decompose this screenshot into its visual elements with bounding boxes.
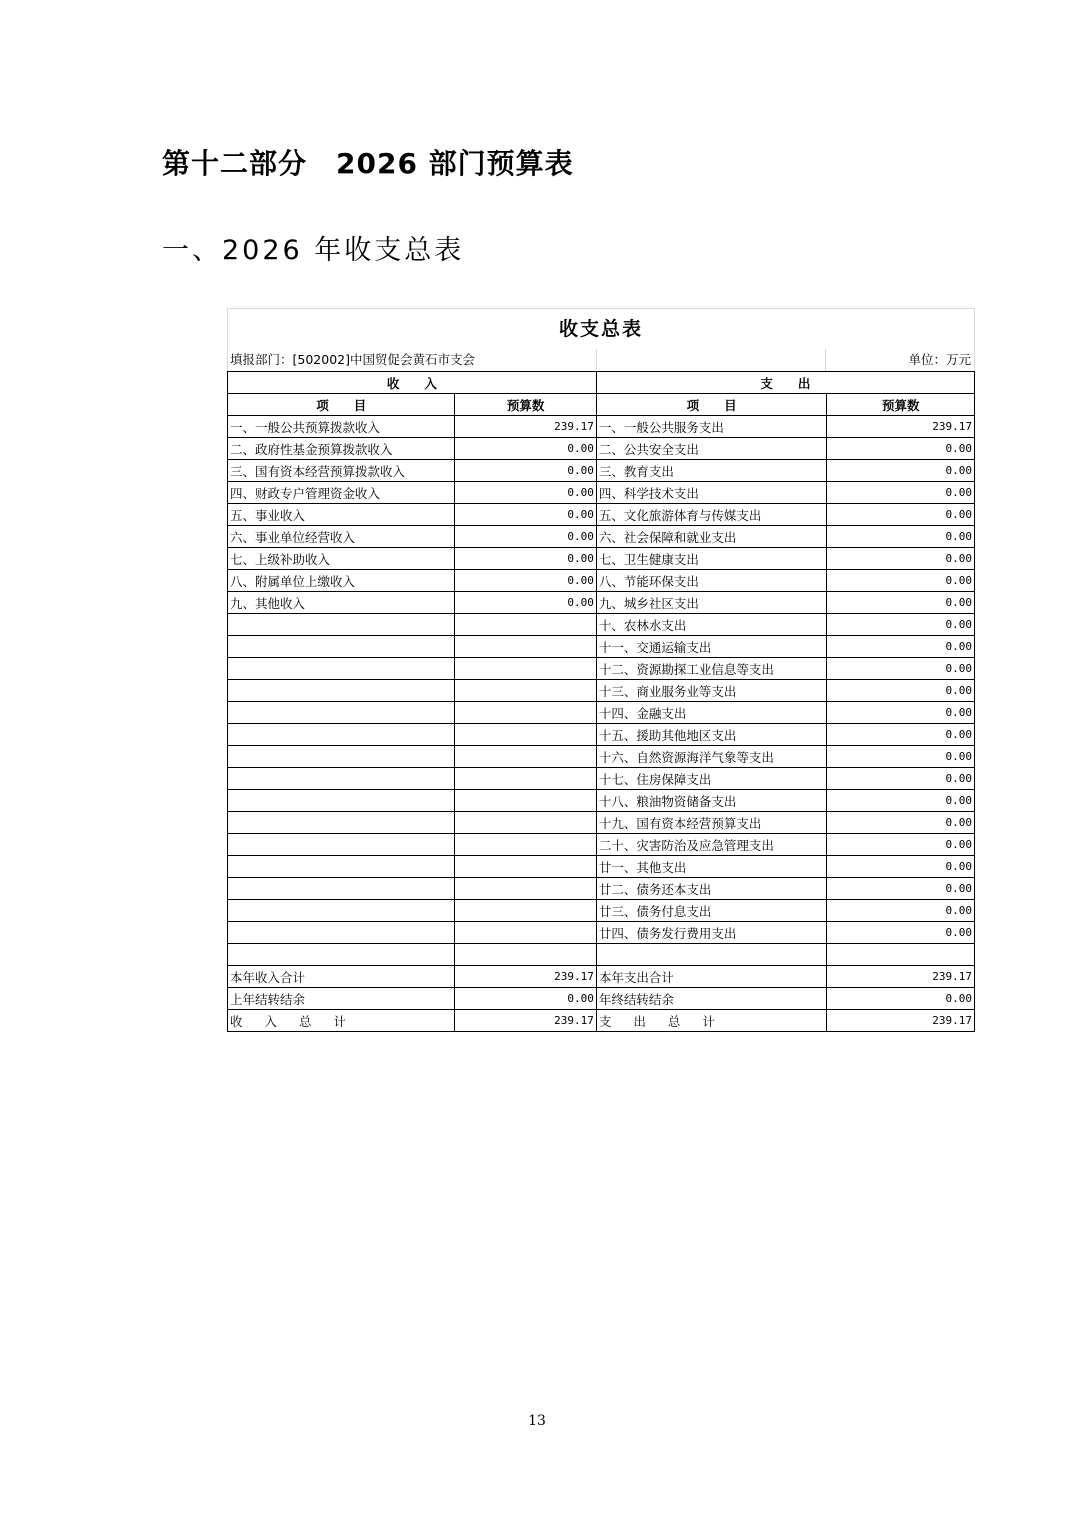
expense-amount-cell: 0.00 <box>827 658 975 680</box>
expense-amount-cell: 239.17 <box>827 416 975 438</box>
table-title: 收支总表 <box>227 308 975 349</box>
expense-item-header: 项 目 <box>596 394 827 416</box>
expense-item-cell: 十二、资源勘探工业信息等支出 <box>596 658 827 680</box>
table-row <box>228 636 975 658</box>
expense-amount-cell: 0.00 <box>827 504 975 526</box>
expense-item-cell: 十六、自然资源海洋气象等支出 <box>596 746 827 768</box>
table-row <box>228 768 975 790</box>
income-amount-cell <box>455 900 596 922</box>
income-item-cell: 五、事业收入 <box>228 504 455 526</box>
expense-amount-cell: 239.17 <box>827 966 975 988</box>
expense-item-cell: 廿三、债务付息支出 <box>596 900 827 922</box>
table-row <box>228 592 975 614</box>
income-amount-cell: 239.17 <box>455 1010 596 1032</box>
section-title: 一、2026 年收支总表 <box>162 235 465 266</box>
expense-item-cell: 一、一般公共服务支出 <box>596 416 827 438</box>
table-row <box>228 680 975 702</box>
expense-amount-cell: 0.00 <box>827 592 975 614</box>
income-item-cell <box>228 878 455 900</box>
expense-item-cell: 九、城乡社区支出 <box>596 592 827 614</box>
expense-amount-cell: 0.00 <box>827 988 975 1010</box>
expense-item-cell: 廿二、债务还本支出 <box>596 878 827 900</box>
income-item-cell <box>228 724 455 746</box>
expense-item-cell: 十、农林水支出 <box>596 614 827 636</box>
income-item-cell: 八、附属单位上缴收入 <box>228 570 455 592</box>
table-row <box>228 526 975 548</box>
income-amount-cell <box>455 724 596 746</box>
expense-item-cell: 七、卫生健康支出 <box>596 548 827 570</box>
income-amount-header: 预算数 <box>455 394 596 416</box>
table-row <box>228 504 975 526</box>
unit-label: 单位：万元 <box>908 352 971 367</box>
income-amount-cell: 0.00 <box>455 570 596 592</box>
expense-item-cell: 廿一、其他支出 <box>596 856 827 878</box>
reporting-department: 填报部门：[502002]中国贸促会黄石市支会 <box>230 352 475 367</box>
group-header-row <box>228 372 975 394</box>
income-item-cell <box>228 614 455 636</box>
income-item-cell <box>228 922 455 944</box>
table-row <box>228 614 975 636</box>
income-item-cell: 一、一般公共预算拨款收入 <box>228 416 455 438</box>
expense-amount-cell: 0.00 <box>827 438 975 460</box>
expense-item-cell: 廿四、债务发行费用支出 <box>596 922 827 944</box>
income-amount-cell <box>455 702 596 724</box>
table-row <box>228 416 975 438</box>
income-amount-cell: 0.00 <box>455 548 596 570</box>
table-row <box>228 1010 975 1032</box>
table-row <box>228 900 975 922</box>
income-amount-cell <box>455 768 596 790</box>
income-item-header: 项 目 <box>228 394 455 416</box>
income-item-cell <box>228 834 455 856</box>
income-amount-cell <box>455 658 596 680</box>
income-amount-cell <box>455 790 596 812</box>
expense-item-cell: 十一、交通运输支出 <box>596 636 827 658</box>
expense-amount-cell: 0.00 <box>827 746 975 768</box>
expense-amount-header: 预算数 <box>827 394 975 416</box>
expense-amount-cell: 0.00 <box>827 790 975 812</box>
expense-item-cell: 二十、灾害防治及应急管理支出 <box>596 834 827 856</box>
expense-amount-cell: 0.00 <box>827 856 975 878</box>
expense-amount-cell: 0.00 <box>827 636 975 658</box>
table-row <box>228 460 975 482</box>
income-amount-cell: 239.17 <box>455 416 596 438</box>
income-item-cell <box>228 658 455 680</box>
expense-item-cell: 十七、住房保障支出 <box>596 768 827 790</box>
income-item-cell: 上年结转结余 <box>228 988 455 1010</box>
table-row <box>228 966 975 988</box>
income-amount-cell <box>455 856 596 878</box>
expense-item-cell: 十五、援助其他地区支出 <box>596 724 827 746</box>
expense-item-cell: 三、教育支出 <box>596 460 827 482</box>
table-row <box>228 856 975 878</box>
table-row <box>228 746 975 768</box>
income-item-cell <box>228 944 455 966</box>
income-item-cell <box>228 746 455 768</box>
income-item-cell: 九、其他收入 <box>228 592 455 614</box>
expense-amount-cell: 0.00 <box>827 460 975 482</box>
income-amount-cell <box>455 812 596 834</box>
expense-item-cell: 二、公共安全支出 <box>596 438 827 460</box>
income-amount-cell <box>455 614 596 636</box>
income-amount-cell <box>455 922 596 944</box>
income-amount-cell: 239.17 <box>455 966 596 988</box>
income-item-cell: 六、事业单位经营收入 <box>228 526 455 548</box>
income-item-cell <box>228 812 455 834</box>
income-amount-cell: 0.00 <box>455 592 596 614</box>
page-number: 13 <box>528 1413 546 1429</box>
budget-summary-table <box>227 308 975 1032</box>
expense-amount-cell: 0.00 <box>827 570 975 592</box>
expense-item-cell: 十三、商业服务业等支出 <box>596 680 827 702</box>
income-item-cell <box>228 900 455 922</box>
income-item-cell <box>228 768 455 790</box>
expense-item-cell: 十八、粮油物资储备支出 <box>596 790 827 812</box>
income-amount-cell: 0.00 <box>455 988 596 1010</box>
table-row <box>228 878 975 900</box>
table-row <box>228 702 975 724</box>
table-row <box>228 438 975 460</box>
income-item-cell: 三、国有资本经营预算拨款收入 <box>228 460 455 482</box>
expense-item-cell <box>596 944 827 966</box>
income-amount-cell: 0.00 <box>455 504 596 526</box>
expense-amount-cell <box>827 944 975 966</box>
income-item-cell: 二、政府性基金预算拨款收入 <box>228 438 455 460</box>
income-header: 收 入 <box>228 372 597 394</box>
income-item-cell: 本年收入合计 <box>228 966 455 988</box>
income-item-cell: 七、上级补助收入 <box>228 548 455 570</box>
income-amount-cell: 0.00 <box>455 438 596 460</box>
income-item-cell <box>228 702 455 724</box>
expense-item-cell: 六、社会保障和就业支出 <box>596 526 827 548</box>
table-row <box>228 988 975 1010</box>
expense-item-cell: 十九、国有资本经营预算支出 <box>596 812 827 834</box>
expense-amount-cell: 0.00 <box>827 922 975 944</box>
income-amount-cell: 0.00 <box>455 460 596 482</box>
income-item-cell <box>228 680 455 702</box>
table-row <box>228 724 975 746</box>
expense-amount-cell: 0.00 <box>827 680 975 702</box>
income-amount-cell <box>455 680 596 702</box>
table-row <box>228 790 975 812</box>
expense-item-cell: 支出总计 <box>596 1010 827 1032</box>
expense-header: 支 出 <box>596 372 974 394</box>
expense-item-cell: 十四、金融支出 <box>596 702 827 724</box>
income-item-cell <box>228 636 455 658</box>
income-item-cell <box>228 856 455 878</box>
income-item-cell: 四、财政专户管理资金收入 <box>228 482 455 504</box>
expense-amount-cell: 0.00 <box>827 834 975 856</box>
table-row <box>228 812 975 834</box>
income-item-cell <box>228 790 455 812</box>
expense-amount-cell: 0.00 <box>827 526 975 548</box>
income-amount-cell <box>455 636 596 658</box>
expense-amount-cell: 0.00 <box>827 900 975 922</box>
table-row <box>228 944 975 966</box>
expense-amount-cell: 0.00 <box>827 724 975 746</box>
table-row <box>228 834 975 856</box>
income-amount-cell <box>455 834 596 856</box>
table-row <box>228 548 975 570</box>
expense-amount-cell: 0.00 <box>827 548 975 570</box>
expense-amount-cell: 0.00 <box>827 768 975 790</box>
income-amount-cell: 0.00 <box>455 482 596 504</box>
table-row <box>228 922 975 944</box>
expense-amount-cell: 0.00 <box>827 878 975 900</box>
expense-item-cell: 四、科学技术支出 <box>596 482 827 504</box>
expense-amount-cell: 0.00 <box>827 812 975 834</box>
expense-amount-cell: 239.17 <box>827 1010 975 1032</box>
expense-amount-cell: 0.00 <box>827 482 975 504</box>
expense-item-cell: 八、节能环保支出 <box>596 570 827 592</box>
income-amount-cell <box>455 746 596 768</box>
expense-item-cell: 五、文化旅游体育与传媒支出 <box>596 504 827 526</box>
table-row <box>228 570 975 592</box>
expense-item-cell: 本年支出合计 <box>596 966 827 988</box>
column-header-row <box>228 394 975 416</box>
expense-amount-cell: 0.00 <box>827 614 975 636</box>
table-row <box>228 658 975 680</box>
income-amount-cell: 0.00 <box>455 526 596 548</box>
expense-amount-cell: 0.00 <box>827 702 975 724</box>
table-meta-row <box>227 349 975 371</box>
expense-item-cell: 年终结转结余 <box>596 988 827 1010</box>
income-amount-cell <box>455 878 596 900</box>
table-row <box>228 482 975 504</box>
income-amount-cell <box>455 944 596 966</box>
summary-table-grid <box>227 371 975 1032</box>
income-item-cell: 收入总计 <box>228 1010 455 1032</box>
part-title: 第十二部分 2026 部门预算表 <box>162 147 574 180</box>
